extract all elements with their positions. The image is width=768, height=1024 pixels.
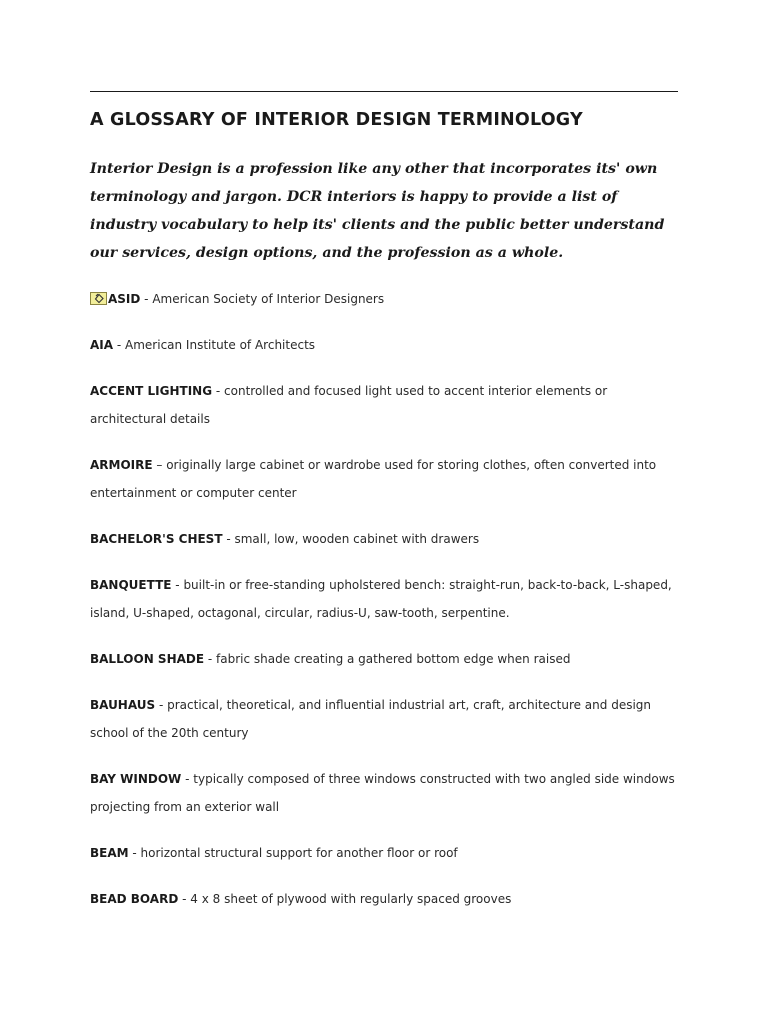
term-separator: - xyxy=(204,652,217,666)
term-separator: - xyxy=(181,772,194,786)
glossary-definition: American Society of Interior Designers xyxy=(152,292,385,306)
page-title: A GLOSSARY OF INTERIOR DESIGN TERMINOLOGY xyxy=(90,110,583,130)
glossary-definition: controlled and focused light used to accent interior elements or architectural details xyxy=(90,384,608,426)
glossary-term: ASID xyxy=(108,292,141,306)
glossary-definition: American Institute of Architects xyxy=(125,338,316,352)
glossary-definition: horizontal structural support for another floor or roof xyxy=(140,846,458,860)
glossary-definition: typically composed of three windows constructed with two angled side windows projecting from an exterior wall xyxy=(90,772,675,814)
glossary-definition: fabric shade creating a gathered bottom edge when raised xyxy=(216,652,571,666)
glossary-term: ARMOIRE xyxy=(90,458,153,472)
term-separator: - xyxy=(178,892,191,906)
glossary-definition: built-in or free-standing upholstered bench: straight-run, back-to-back, L-shaped, island, U-shaped, octagonal, circular, radius-U, saw-tooth, serpentine. xyxy=(90,578,672,620)
glossary-entry-armoire xyxy=(90,451,680,507)
glossary-term: BANQUETTE xyxy=(90,578,172,592)
term-separator: – xyxy=(152,458,167,472)
edit-marker-icon xyxy=(90,292,107,305)
glossary-definition: originally large cabinet or wardrobe used for storing clothes, often converted into entertainment or computer center xyxy=(90,458,657,500)
term-separator: - xyxy=(128,846,141,860)
term-separator: - xyxy=(155,698,168,712)
glossary-entry-bachelors-chest xyxy=(90,525,680,553)
glossary-term: AIA xyxy=(90,338,114,352)
term-separator: - xyxy=(222,532,235,546)
term-separator: - xyxy=(113,338,126,352)
glossary-definition: 4 x 8 sheet of plywood with regularly spaced grooves xyxy=(190,892,512,906)
glossary-entry-accent-lighting xyxy=(90,377,680,433)
glossary-list xyxy=(90,285,680,931)
term-separator: - xyxy=(171,578,184,592)
term-separator: - xyxy=(140,292,153,306)
glossary-definition: practical, theoretical, and influential industrial art, craft, architecture and design school of the 20th century xyxy=(90,698,652,740)
glossary-term: BALLOON SHADE xyxy=(90,652,205,666)
glossary-term: BAY WINDOW xyxy=(90,772,182,786)
glossary-term: ACCENT LIGHTING xyxy=(90,384,213,398)
glossary-term: BEAM xyxy=(90,846,129,860)
glossary-entry-bead-board xyxy=(90,885,680,913)
glossary-entry-asid xyxy=(90,285,680,313)
glossary-term: BAUHAUS xyxy=(90,698,156,712)
term-separator: - xyxy=(212,384,225,398)
glossary-entry-aia xyxy=(90,331,680,359)
glossary-entry-bauhaus xyxy=(90,691,680,747)
glossary-term: BEAD BOARD xyxy=(90,892,179,906)
glossary-term: BACHELOR'S CHEST xyxy=(90,532,223,546)
glossary-entry-bay-window xyxy=(90,765,680,821)
top-divider xyxy=(90,91,678,92)
glossary-entry-banquette xyxy=(90,571,680,627)
glossary-entry-beam xyxy=(90,839,680,867)
glossary-definition: small, low, wooden cabinet with drawers xyxy=(234,532,480,546)
glossary-entry-balloon-shade xyxy=(90,645,680,673)
intro-paragraph: Interior Design is a profession like any other that incorporates its' own terminology and jargon. DCR interiors is happy to provide a list of industry vocabulary to help its' clients and the public better understand our services, design options, and the profession as a whole. xyxy=(90,161,665,261)
